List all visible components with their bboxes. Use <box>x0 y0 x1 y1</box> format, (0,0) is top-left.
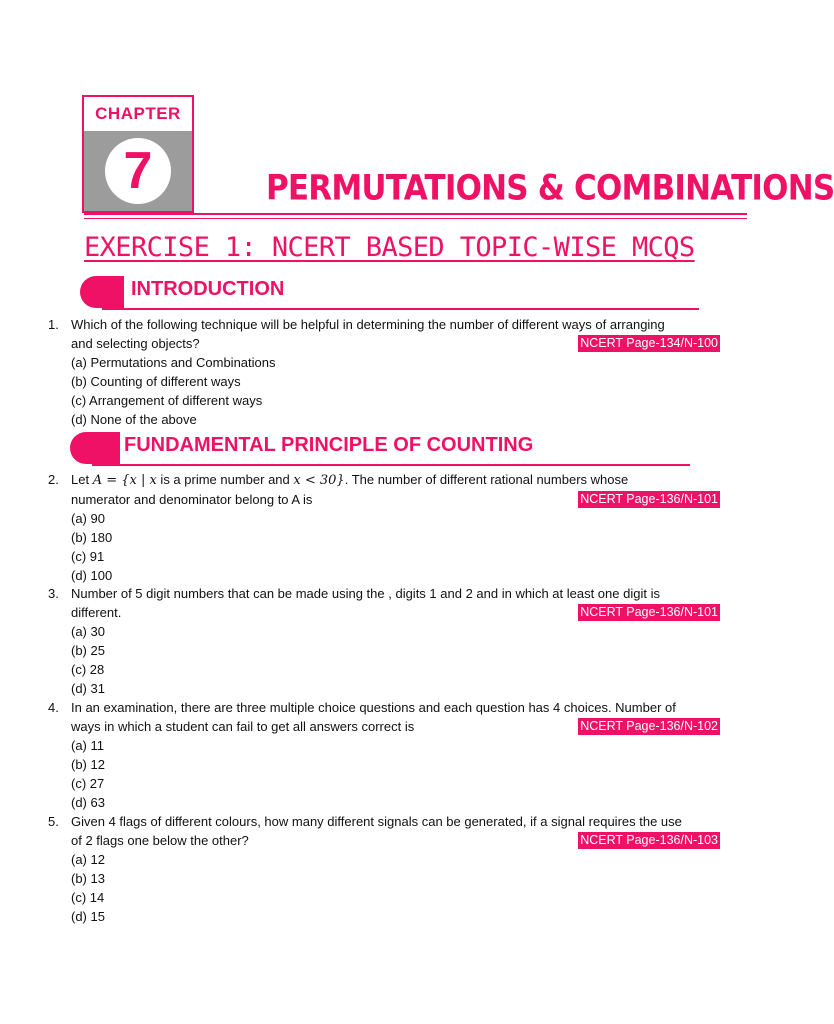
option-d: (d) None of the above <box>71 412 197 427</box>
section-pill <box>70 432 120 464</box>
ncert-reference: NCERT Page-134/N-100 <box>580 336 718 350</box>
ncert-reference: NCERT Page-136/N-101 <box>580 605 718 619</box>
question-text: . The number of different rational numbers whose <box>344 472 629 487</box>
option-b: (b) 13 <box>71 871 105 886</box>
question-3 <box>48 584 728 698</box>
option-a: (a) 11 <box>71 738 104 753</box>
option-c: (c) Arrangement of different ways <box>71 393 263 408</box>
option-b: (b) 25 <box>71 643 105 658</box>
option-d: (d) 31 <box>71 681 105 696</box>
ncert-reference: NCERT Page-136/N-103 <box>580 833 718 847</box>
question-text-cont: and selecting objects? <box>71 336 200 351</box>
question-text-cont: different. <box>71 605 122 620</box>
chapter-number: 7 <box>105 138 171 204</box>
question-text-cont: numerator and denominator belong to A is <box>71 492 313 507</box>
option-b: (b) 12 <box>71 757 105 772</box>
section-underline <box>92 464 690 466</box>
question-text: is a prime number and <box>156 472 294 487</box>
set-notation: A = {x | x <box>92 473 157 488</box>
section-title: FUNDAMENTAL PRINCIPLE OF COUNTING <box>124 434 534 456</box>
chapter-badge <box>82 95 194 213</box>
question-number: 1. <box>48 317 59 332</box>
chapter-title: PERMUTATIONS & COMBINATIONS <box>266 168 834 209</box>
option-c: (c) 14 <box>71 890 105 905</box>
question-4 <box>48 698 728 812</box>
question-2 <box>48 470 728 585</box>
question-text: Let <box>71 472 93 487</box>
option-c: (c) 91 <box>71 549 105 564</box>
option-a: (a) 30 <box>71 624 105 639</box>
option-b: (b) 180 <box>71 530 113 545</box>
option-c: (c) 28 <box>71 662 105 677</box>
question-number: 2. <box>48 472 59 487</box>
question-text: Given 4 flags of different colours, how many different signals can be generated, if a signal requires the use <box>71 814 682 829</box>
chapter-label: CHAPTER <box>95 104 181 123</box>
question-number: 5. <box>48 814 59 829</box>
question-text: Which of the following technique will be helpful in determining the number of different ways of arranging <box>71 317 665 332</box>
option-d: (d) 100 <box>71 568 113 583</box>
question-number: 4. <box>48 700 59 715</box>
option-a: (a) Permutations and Combinations <box>71 355 276 370</box>
chapter-number-panel <box>84 131 192 211</box>
option-b: (b) Counting of different ways <box>71 374 241 389</box>
option-a: (a) 90 <box>71 511 105 526</box>
title-rule-top <box>84 213 747 215</box>
question-text-cont: ways in which a student can fail to get all answers correct is <box>71 719 415 734</box>
question-1 <box>48 315 728 429</box>
condition-notation: x < 30} <box>293 473 345 488</box>
question-5 <box>48 812 728 926</box>
option-d: (d) 63 <box>71 795 105 810</box>
question-text: In an examination, there are three multiple choice questions and each question has 4 choices. Number of <box>71 700 676 715</box>
question-text: Number of 5 digit numbers that can be made using the , digits 1 and 2 and in which at least one digit is <box>71 586 660 601</box>
exercise-title: EXERCISE 1: NCERT BASED TOPIC-WISE MCQS <box>84 232 695 263</box>
section-title: INTRODUCTION <box>131 278 285 300</box>
ncert-reference: NCERT Page-136/N-101 <box>580 492 718 506</box>
option-c: (c) 27 <box>71 776 105 791</box>
title-rule-bottom <box>84 218 747 219</box>
question-number: 3. <box>48 586 59 601</box>
question-text-cont: of 2 flags one below the other? <box>71 833 249 848</box>
option-a: (a) 12 <box>71 852 105 867</box>
section-underline <box>102 308 699 310</box>
ncert-reference: NCERT Page-136/N-102 <box>580 719 718 733</box>
section-pill <box>80 276 124 308</box>
option-d: (d) 15 <box>71 909 105 924</box>
